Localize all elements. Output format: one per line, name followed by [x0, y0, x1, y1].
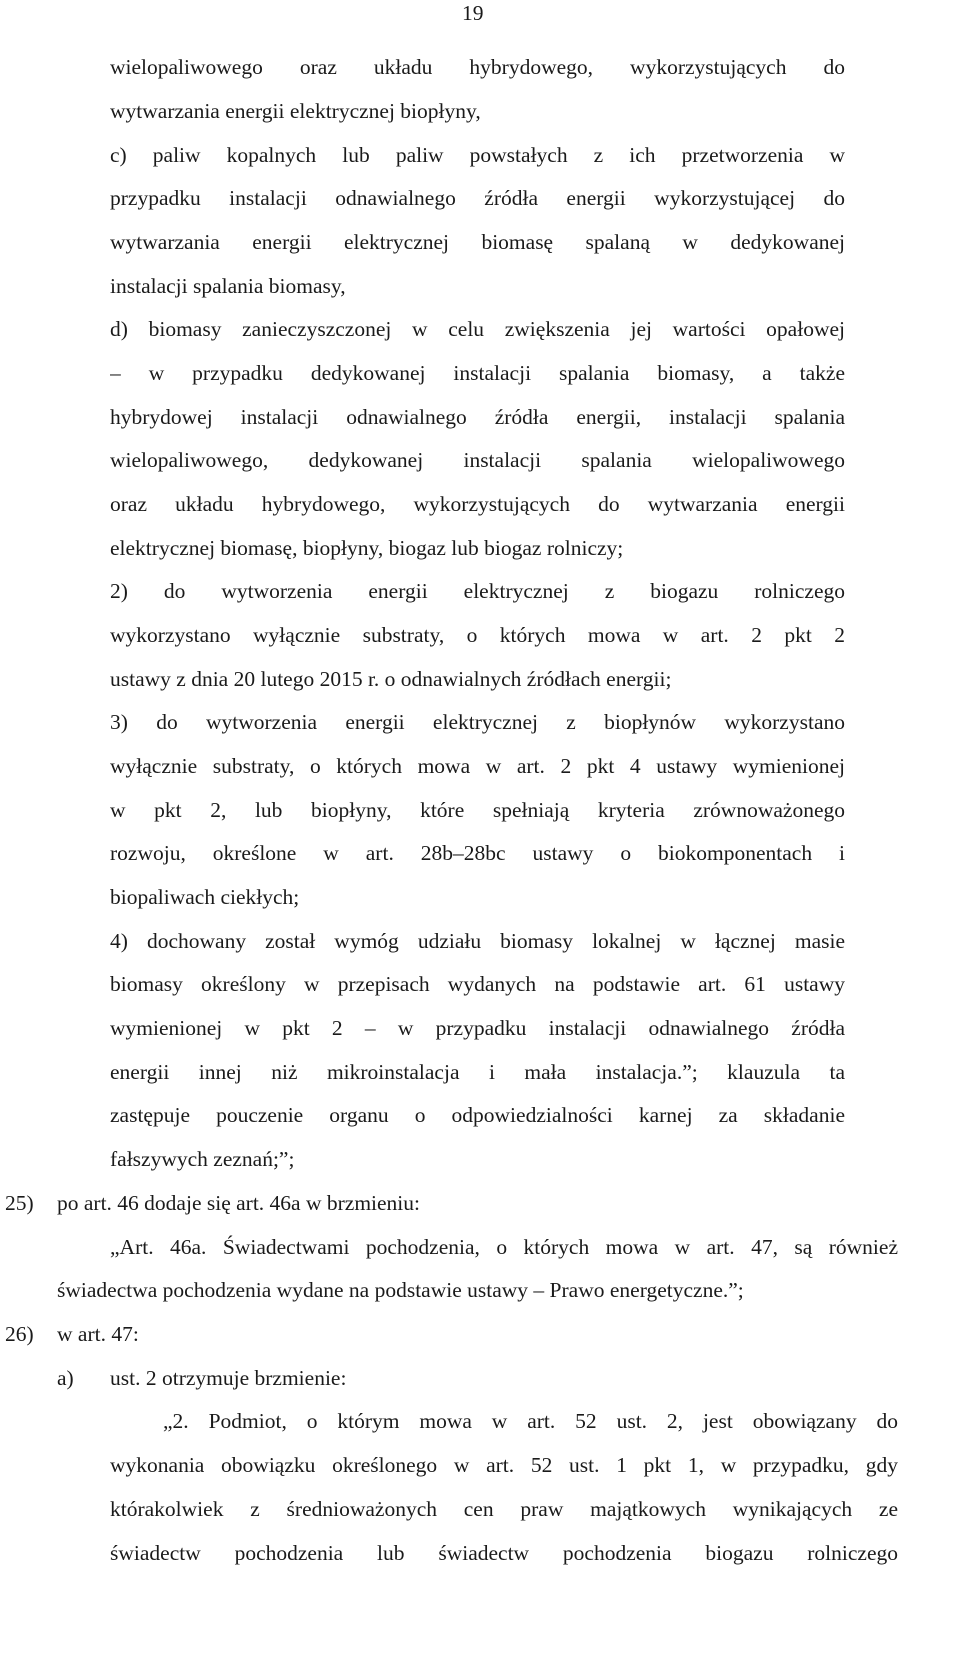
text-line: świadectwa pochodzenia wydane na podstawie ustawy – Prawo energetyczne.”;	[57, 1278, 744, 1302]
text-line: którakolwiek z średnioważonych cen praw majątkowych wynikających ze	[110, 1497, 898, 1521]
text-line: przypadku instalacji odnawialnego źródła energii wykorzystującej do	[110, 186, 845, 210]
text-line: świadectw pochodzenia lub świadectw pochodzenia biogazu rolniczego	[110, 1541, 898, 1565]
list-marker: a)	[57, 1366, 74, 1390]
text-line: wielopaliwowego oraz układu hybrydowego, wykorzystujących do	[110, 55, 845, 79]
text-line: 3) do wytworzenia energii elektrycznej z biopłynów wykorzystano	[110, 710, 845, 734]
text-line: wymienionej w pkt 2 – w przypadku instalacji odnawialnego źródła	[110, 1016, 845, 1040]
text-line: fałszywych zeznań;”;	[110, 1147, 295, 1171]
text-line: wielopaliwowego, dedykowanej instalacji spalania wielopaliwowego	[110, 448, 845, 472]
text-line: wykonania obowiązku określonego w art. 52 ust. 1 pkt 1, w przypadku, gdy	[110, 1453, 898, 1477]
text-line: hybrydowej instalacji odnawialnego źródła energii, instalacji spalania	[110, 405, 845, 429]
text-line: energii innej niż mikroinstalacja i mała instalacja.”; klauzula ta	[110, 1060, 845, 1084]
text-line: w art. 47:	[57, 1322, 139, 1346]
text-line: wyłącznie substraty, o których mowa w art. 2 pkt 4 ustawy wymienionej	[110, 754, 845, 778]
text-line: biomasy określony w przepisach wydanych na podstawie art. 61 ustawy	[110, 972, 845, 996]
text-line: c) paliw kopalnych lub paliw powstałych z ich przetworzenia w	[110, 143, 845, 167]
text-line: wykorzystano wyłącznie substraty, o których mowa w art. 2 pkt 2	[110, 623, 845, 647]
list-marker: 26)	[5, 1322, 34, 1346]
text-line: zastępuje pouczenie organu o odpowiedzialności karnej za składanie	[110, 1103, 845, 1127]
text-line: ust. 2 otrzymuje brzmienie:	[110, 1366, 347, 1390]
page-number: 19	[462, 1, 484, 25]
text-line: instalacji spalania biomasy,	[110, 274, 346, 298]
text-line: „Art. 46a. Świadectwami pochodzenia, o których mowa w art. 47, są również	[110, 1235, 898, 1259]
text-line: „2. Podmiot, o którym mowa w art. 52 ust. 2, jest obowiązany do	[163, 1409, 898, 1433]
text-line: 4) dochowany został wymóg udziału biomasy lokalnej w łącznej masie	[110, 929, 845, 953]
text-line: rozwoju, określone w art. 28b–28bc ustawy o biokomponentach i	[110, 841, 845, 865]
text-line: elektrycznej biomasę, biopłyny, biogaz lub biogaz rolniczy;	[110, 536, 624, 560]
text-line: wytwarzania energii elektrycznej biomasę spalaną w dedykowanej	[110, 230, 845, 254]
list-marker: 25)	[5, 1191, 34, 1215]
text-line: ustawy z dnia 20 lutego 2015 r. o odnawialnych źródłach energii;	[110, 667, 672, 691]
text-line: biopaliwach ciekłych;	[110, 885, 300, 909]
text-line: oraz układu hybrydowego, wykorzystujących do wytwarzania energii	[110, 492, 845, 516]
text-line: d) biomasy zanieczyszczonej w celu zwiększenia jej wartości opałowej	[110, 317, 845, 341]
text-line: po art. 46 dodaje się art. 46a w brzmieniu:	[57, 1191, 421, 1215]
text-line: 2) do wytworzenia energii elektrycznej z biogazu rolniczego	[110, 579, 845, 603]
text-line: wytwarzania energii elektrycznej biopłyny,	[110, 99, 481, 123]
text-line: – w przypadku dedykowanej instalacji spalania biomasy, a także	[110, 361, 845, 385]
text-line: w pkt 2, lub biopłyny, które spełniają kryteria zrównoważonego	[110, 798, 845, 822]
